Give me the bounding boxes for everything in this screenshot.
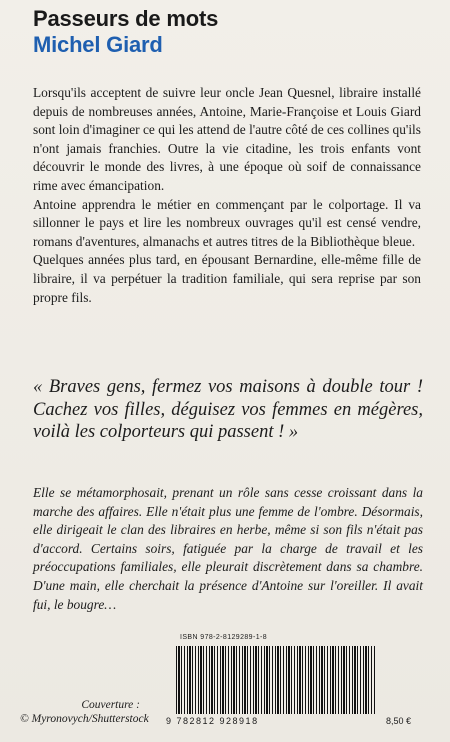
barcode-digits: 9 782812 928918 — [166, 716, 259, 726]
isbn-text: ISBN 978-2-8129289-1-8 — [180, 634, 268, 641]
barcode-block — [158, 634, 430, 734]
synopsis-paragraph-3: Quelques années plus tard, en épousant Bernardine, elle-même fille de libraire, il va perpétuer la tradition familiale, qui sera reprise par son propre fils. — [33, 252, 421, 305]
price: 8,50 € — [386, 716, 412, 726]
synopsis — [33, 84, 421, 307]
synopsis-paragraph-1: Lorsqu'ils acceptent de suivre leur oncle Jean Quesnel, libraire installé depuis de nombreuses années, Antoine, Marie-Françoise et Louis Giard sont loin d'imaginer ce qui les attend de l'autre côté de ces collines qu'ils n'ont jamais franchies. Outre la vie citadine, les trois enfants vont découvrir le monde des livres, à une époque où soif de connaissance rime avec émancipation. — [33, 85, 421, 193]
credit-name: © Myronovych/Shutterstock — [20, 713, 149, 725]
book-title: Passeurs de mots — [33, 6, 219, 31]
barcode-bars — [176, 646, 376, 714]
book-author: Michel Giard — [33, 32, 163, 57]
excerpt: Elle se métamorphosait, prenant un rôle sans cesse croissant dans la marche des affaires. Elle n'était plus une femme de l'ombre. Désormais, elle dirigeait le clan des libraires en herbe, même si son fils n'était pas d'accord. Certains soirs, fatiguée par la charge de travail et les préoccupations familiales, elle pleurait discrètement dans sa chambre. D'une main, elle cherchait la présence d'Antoine sur l'oreiller. Il avait fui, le bougre… — [33, 485, 423, 612]
synopsis-paragraph-2: Antoine apprendra le métier en commençant par le colportage. Il va sillonner le pays et lire les nombreux ouvrages qu'il est censé vendre, romans d'aventures, almanachs et autres titres de la Bibliothèque bleue. — [33, 196, 421, 249]
credit-label: Couverture : — [81, 699, 140, 711]
pull-quote: « Braves gens, fermez vos maisons à double tour ! Cachez vos filles, déguisez vos femmes en mégères, voilà les colporteurs qui passent ! » — [33, 377, 423, 442]
cover-credit — [20, 698, 149, 726]
